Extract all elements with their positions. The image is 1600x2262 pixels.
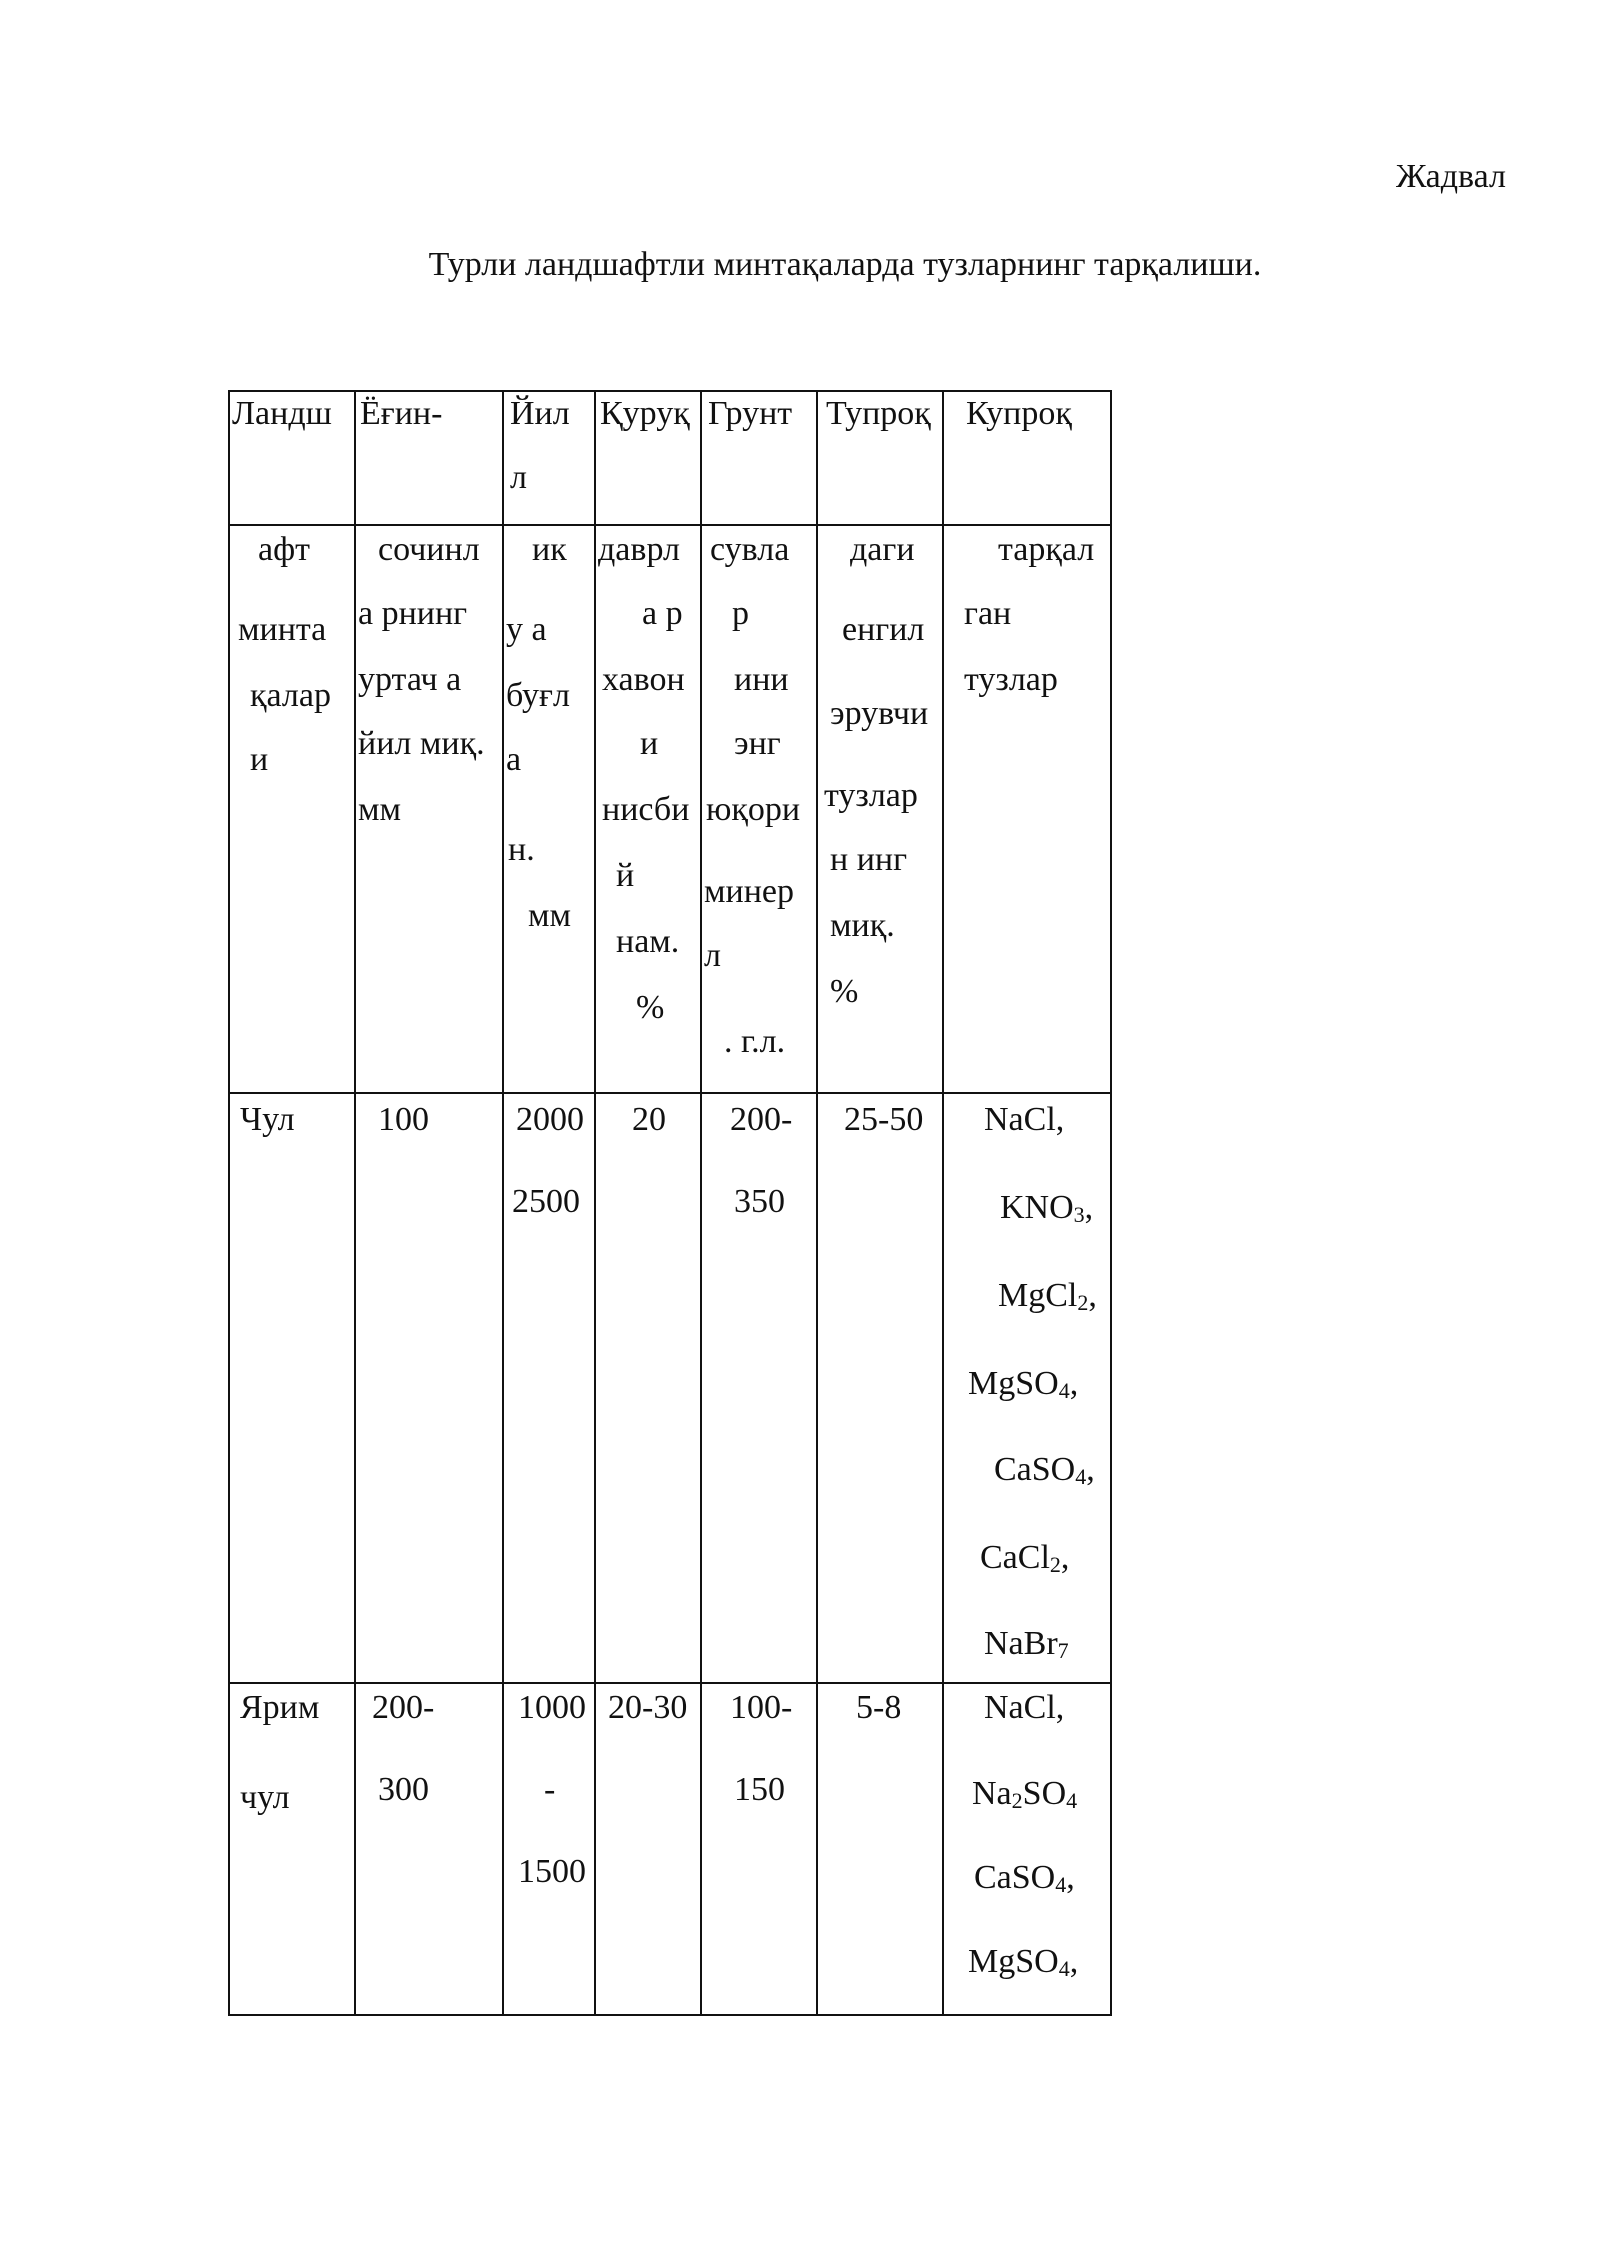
salt-formula: MgCl$_2$, [998,1277,1097,1315]
header-cell [503,525,595,1093]
table-cell [595,1093,701,1683]
cell-text: 350 [734,1183,785,1220]
header-text: юқори [706,791,801,828]
cell-text: 2000 [516,1101,584,1138]
header-text: Тупроқ [826,395,931,432]
header-row-1 [229,391,1111,525]
table-cell [817,1683,943,2015]
header-text: ган [964,595,1012,632]
header-cell [595,525,701,1093]
table-title: Турли ландшафтли минтақаларда тузларнинг тарқалиши. [428,246,1262,283]
cell-text: 200- [730,1101,793,1138]
header-text: афт [258,531,310,568]
table-row [229,1093,1111,1683]
table-cell [355,1683,503,2015]
table-row [229,1683,1111,2015]
header-cell [595,391,701,525]
header-text: эрувчи [830,695,929,732]
header-cell [355,525,503,1093]
table-cell [229,1093,355,1683]
header-text: л [704,937,721,974]
header-cell [943,525,1111,1093]
header-text: тарқал [998,531,1095,568]
table-cell [229,1683,355,2015]
header-text: ик [532,531,567,568]
header-text: ини [734,661,789,698]
header-text: сочинл [378,531,480,568]
header-text: тузлар [824,777,918,814]
header-text: енгил [842,611,925,648]
table-cell [503,1683,595,2015]
header-text: энг [734,725,781,762]
header-text: . г.л. [724,1023,786,1060]
header-text: қалар [250,677,331,714]
header-text: н инг [830,841,908,878]
salt-distribution-table [228,390,1112,2016]
header-text: сувла [710,531,790,568]
header-cell [943,391,1111,525]
header-text: йил миқ. [358,725,485,762]
header-text: р [732,595,749,632]
cell-text: 5-8 [856,1689,902,1726]
table-cell [943,1093,1111,1683]
header-text: тузлар [964,661,1058,698]
header-cell [229,391,355,525]
header-text: миқ. [830,907,895,944]
header-text: минта [238,611,327,648]
header-text: % [830,973,859,1010]
header-row-2 [229,525,1111,1093]
cell-text: 100- [730,1689,793,1726]
header-cell [817,391,943,525]
header-cell [701,525,817,1093]
header-cell [817,525,943,1093]
header-text: нам. [616,923,680,960]
header-text: а [506,741,522,778]
cell-text: 1000 [518,1689,586,1726]
salt-formula: $KNO_3$, [1000,1189,1094,1227]
header-cell [701,391,817,525]
salt-formula: MgSO$_4$, [968,1943,1079,1981]
cell-text: 200- [372,1689,435,1726]
header-text: а р [642,595,683,632]
header-text: у а [506,611,547,648]
cell-text: 20 [632,1101,666,1138]
header-text: % [636,989,665,1026]
table-cell [817,1093,943,1683]
header-text: мм [358,791,402,828]
header-text: хавон [602,661,685,698]
header-cell [355,391,503,525]
cell-text: - [544,1771,556,1808]
header-text: а рнинг [358,595,468,632]
table-cell [503,1093,595,1683]
header-text: нисби [602,791,690,828]
cell-text: Чул [240,1101,295,1138]
header-text: Ландш [232,395,332,432]
salt-formula: $Na_2SO_4$ [972,1775,1078,1813]
salt-formula: NaCl, [984,1101,1065,1138]
cell-text: 20-30 [608,1689,688,1726]
table-cell [701,1683,817,2015]
salt-formula: CaSO$_4$, [994,1451,1095,1489]
cell-text: чул [240,1779,290,1816]
table-caption-label: Жадвал [1396,158,1506,195]
header-text: Қуруқ [600,395,690,432]
header-text: минер [704,873,794,910]
cell-text: 25-50 [844,1101,924,1138]
salt-formula: CaSO$_4$, [974,1859,1075,1897]
header-text: и [640,725,659,762]
cell-text: 300 [378,1771,429,1808]
salt-formula: NaBr$_7$ [984,1625,1069,1663]
table-cell [701,1093,817,1683]
header-cell [503,391,595,525]
cell-text: 1500 [518,1853,586,1890]
header-cell [229,525,355,1093]
header-text: Купроқ [966,395,1072,432]
table-cell [355,1093,503,1683]
header-text: й [616,857,635,894]
cell-text: Ярим [240,1689,320,1726]
header-text: л [510,459,527,496]
header-text: н. [508,831,535,868]
salt-formula: MgSO$_4$, [968,1365,1079,1403]
cell-text: 150 [734,1771,785,1808]
salt-formula: CaCl$_2$, [980,1539,1070,1577]
header-text: и [250,741,269,778]
header-text: Грунт [708,395,793,432]
header-text: даврл [598,531,680,568]
salt-formula: NaCl, [984,1689,1065,1726]
header-text: даги [850,531,915,568]
header-text: мм [528,897,572,934]
cell-text: 2500 [512,1183,580,1220]
table-cell [943,1683,1111,2015]
table-cell [595,1683,701,2015]
header-text: буғл [506,677,570,714]
header-text: Ёғин- [360,395,443,432]
cell-text: 100 [378,1101,429,1138]
header-text: уртач а [358,661,462,698]
header-text: Йил [510,395,570,432]
